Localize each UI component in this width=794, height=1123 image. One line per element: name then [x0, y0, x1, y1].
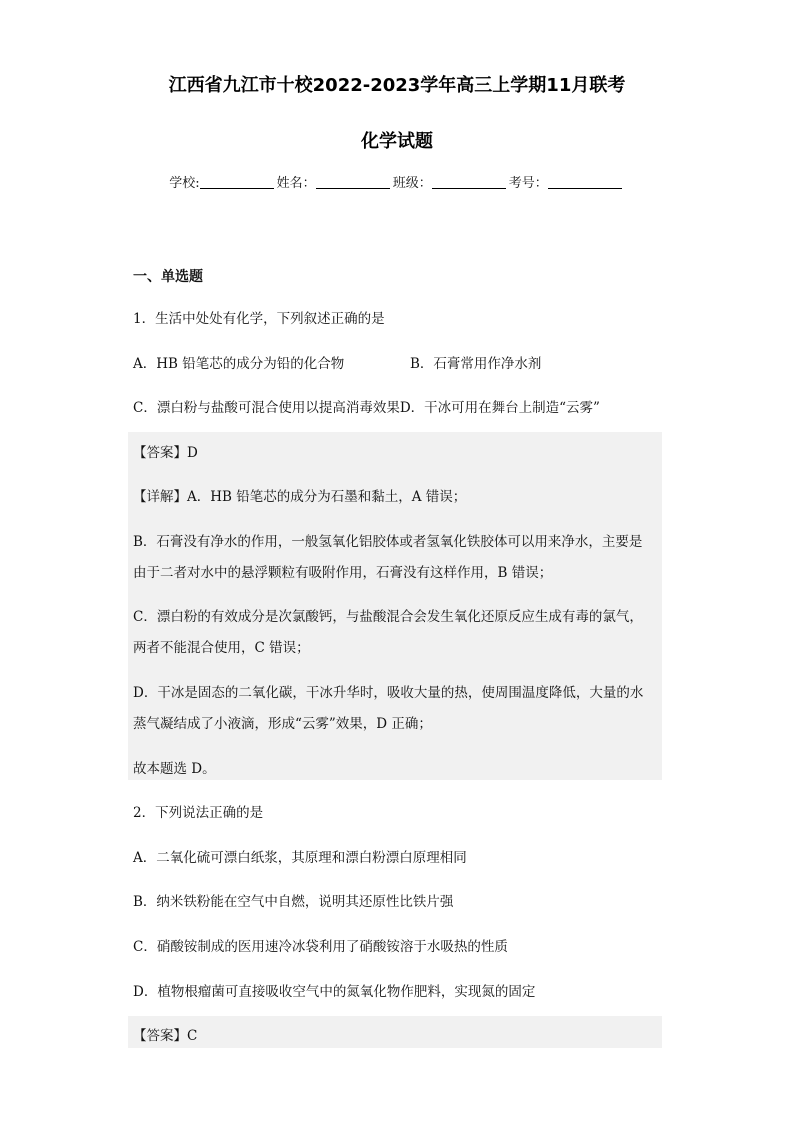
title-line-2: 化学试题 — [361, 131, 433, 152]
q1-detail-b-1: B．石膏没有净水的作用，一般氢氧化铝胶体或者氢氧化铁胶体可以用来净水，主要是 — [133, 534, 643, 550]
q2-answer-block — [128, 1016, 662, 1048]
student-info-row — [0, 172, 794, 191]
q1-detail-c-2: 两者不能混合使用，C 错误； — [133, 640, 310, 656]
exam-no-blank[interactable] — [548, 176, 622, 189]
q1-detail-c-1: C．漂白粉的有效成分是次氯酸钙，与盐酸混合会发生氧化还原反应生成有毒的氯气， — [133, 609, 643, 625]
name-label: 姓名： — [276, 176, 316, 191]
q1-stem: 1．生活中处处有化学，下列叙述正确的是 — [133, 311, 385, 327]
school-label: 学校: — [169, 176, 200, 191]
q1-detail-b-2: 由于二者对水中的悬浮颗粒有吸附作用，石膏没有这样作用，B 错误； — [133, 565, 553, 581]
q1-option-cd: C．漂白粉与盐酸可混合使用以提高消毒效果D．干冰可用在舞台上制造“云雾” — [133, 400, 600, 416]
q2-option-d: D．植物根瘤菌可直接吸收空气中的氮氧化物作肥料，实现氮的固定 — [133, 984, 536, 1000]
q1-option-b: B．石膏常用作净水剂 — [410, 356, 542, 372]
class-blank[interactable] — [432, 176, 506, 189]
q2-option-b: B．纳米铁粉能在空气中自燃，说明其还原性比铁片强 — [133, 894, 454, 910]
q2-option-a: A．二氧化硫可漂白纸浆，其原理和漂白粉漂白原理相同 — [133, 850, 467, 866]
q1-detail-a: 【详解】A．HB 铅笔芯的成分为石墨和黏土，A 错误； — [133, 489, 467, 505]
school-blank[interactable] — [200, 176, 274, 189]
q1-conclusion: 故本题选 D。 — [133, 761, 216, 777]
q1-detail-d-2: 蒸气凝结成了小液滴，形成“云雾”效果，D 正确； — [133, 716, 432, 732]
q1-detail-d-1: D．干冰是固态的二氧化碳，干冰升华时，吸收大量的热，使周围温度降低，大量的水 — [133, 685, 644, 701]
q2-answer: 【答案】C — [133, 1028, 198, 1044]
q2-stem: 2．下列说法正确的是 — [133, 805, 264, 821]
class-label: 班级： — [392, 176, 432, 191]
section-title: 一、单选题 — [133, 269, 203, 285]
exam-no-label: 考号： — [508, 176, 548, 191]
q1-answer: 【答案】D — [133, 445, 198, 461]
q2-option-c: C．硝酸铵制成的医用速冷冰袋利用了硝酸铵溶于水吸热的性质 — [133, 939, 508, 955]
q1-option-a: A．HB 铅笔芯的成分为铅的化合物 — [133, 356, 345, 372]
title-line-1: 江西省九江市十校2022-2023学年高三上学期11月联考 — [168, 75, 626, 96]
name-blank[interactable] — [316, 176, 390, 189]
